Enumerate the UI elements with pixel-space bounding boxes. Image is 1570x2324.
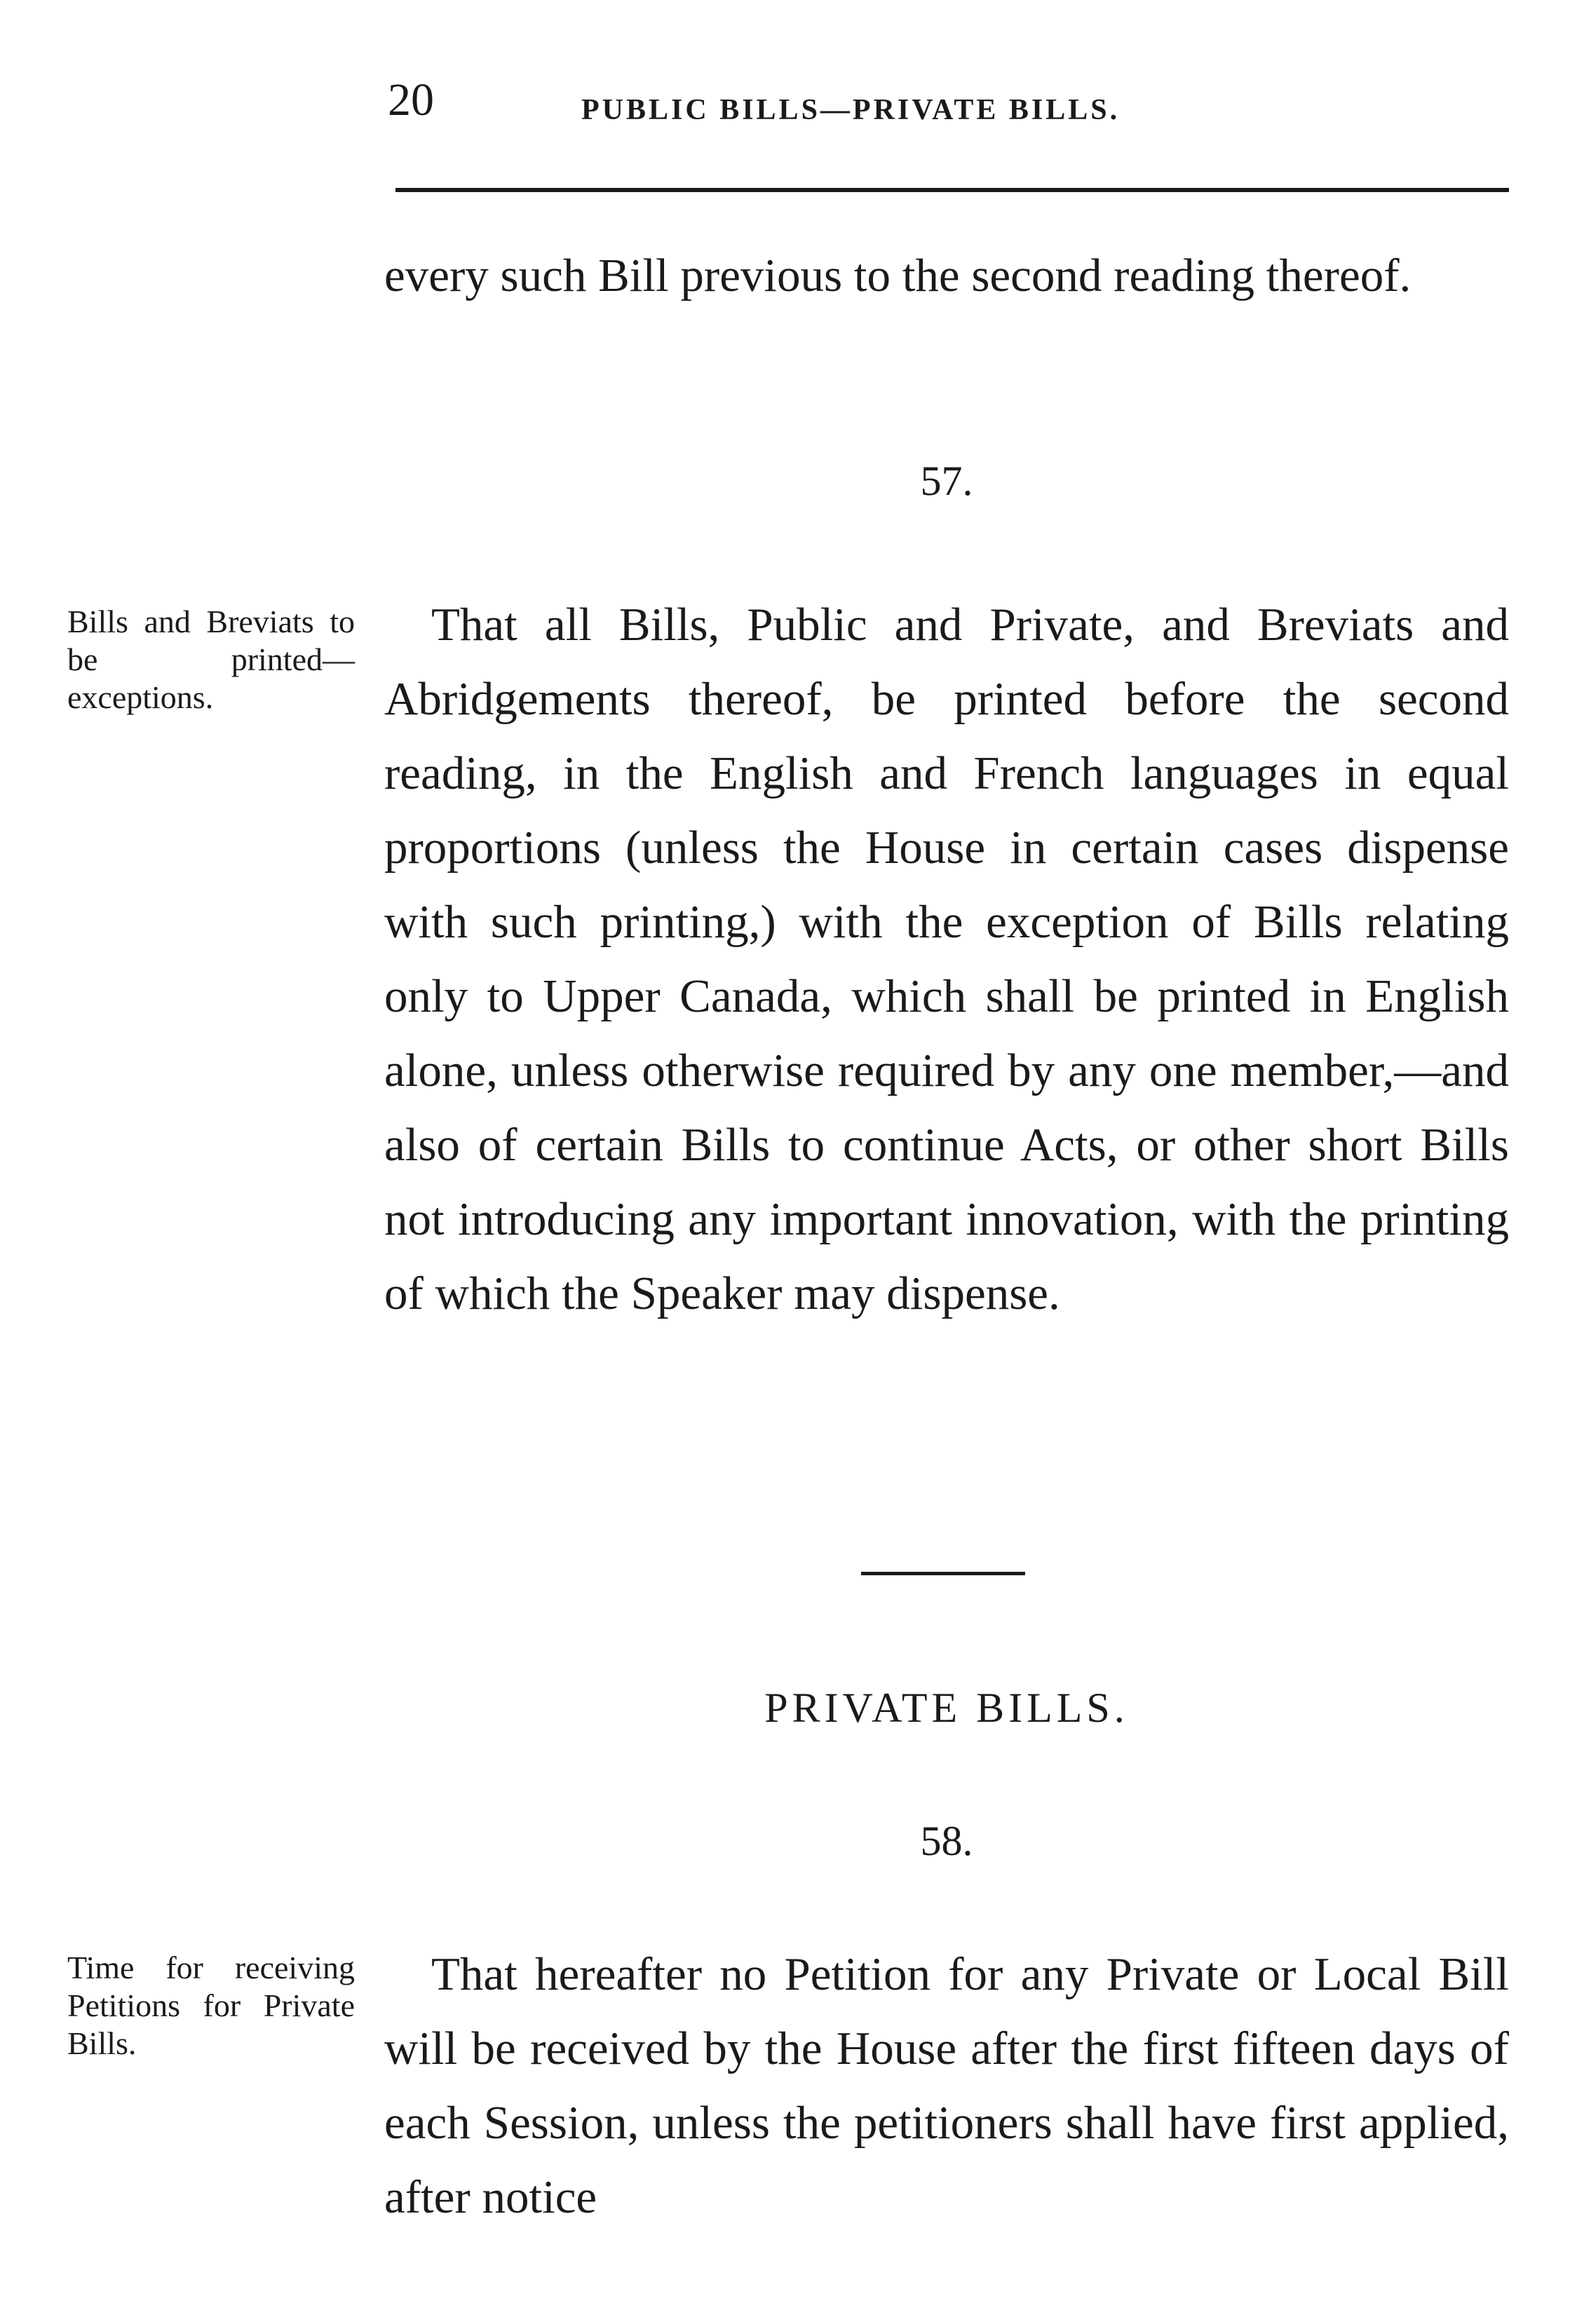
section-number-58: 58. bbox=[920, 1818, 973, 1864]
sidenote-58: Time for receiving Petitions for Private Bills. bbox=[67, 1950, 355, 2061]
section-58-text: That hereafter no Petition for any Private or Local Bill will be received by the House after the first fifteen days of each Session, unless the petitioners shall have first applied, after notice bbox=[384, 1948, 1509, 2223]
section-number-57: 57. bbox=[920, 458, 973, 504]
running-title: PUBLIC BILLS—PRIVATE BILLS. bbox=[581, 94, 1121, 126]
private-bills-heading: PRIVATE BILLS. bbox=[764, 1685, 1129, 1731]
page-number: 20 bbox=[388, 74, 434, 125]
sidenote-57: Bills and Breviats to be printed—exceptions. bbox=[67, 604, 355, 715]
section-divider bbox=[861, 1572, 1025, 1575]
continued-paragraph: every such Bill previous to the second reading thereof. bbox=[384, 250, 1412, 301]
section-57-text: That all Bills, Public and Private, and Breviats and Abridgements thereof, be printed before the second reading, in the English and French languages in equal proportions (unless the House in certain cases dispense with such printing,) with the exception of Bills relating only to Upper Canada, which shall be printed in English alone, unless otherwise required by any one member,—and also of certain Bills to continue Acts, or other short Bills not introducing any important innovation, with the printing of which the Speaker may dispense. bbox=[384, 599, 1509, 1319]
header-rule bbox=[395, 188, 1509, 192]
